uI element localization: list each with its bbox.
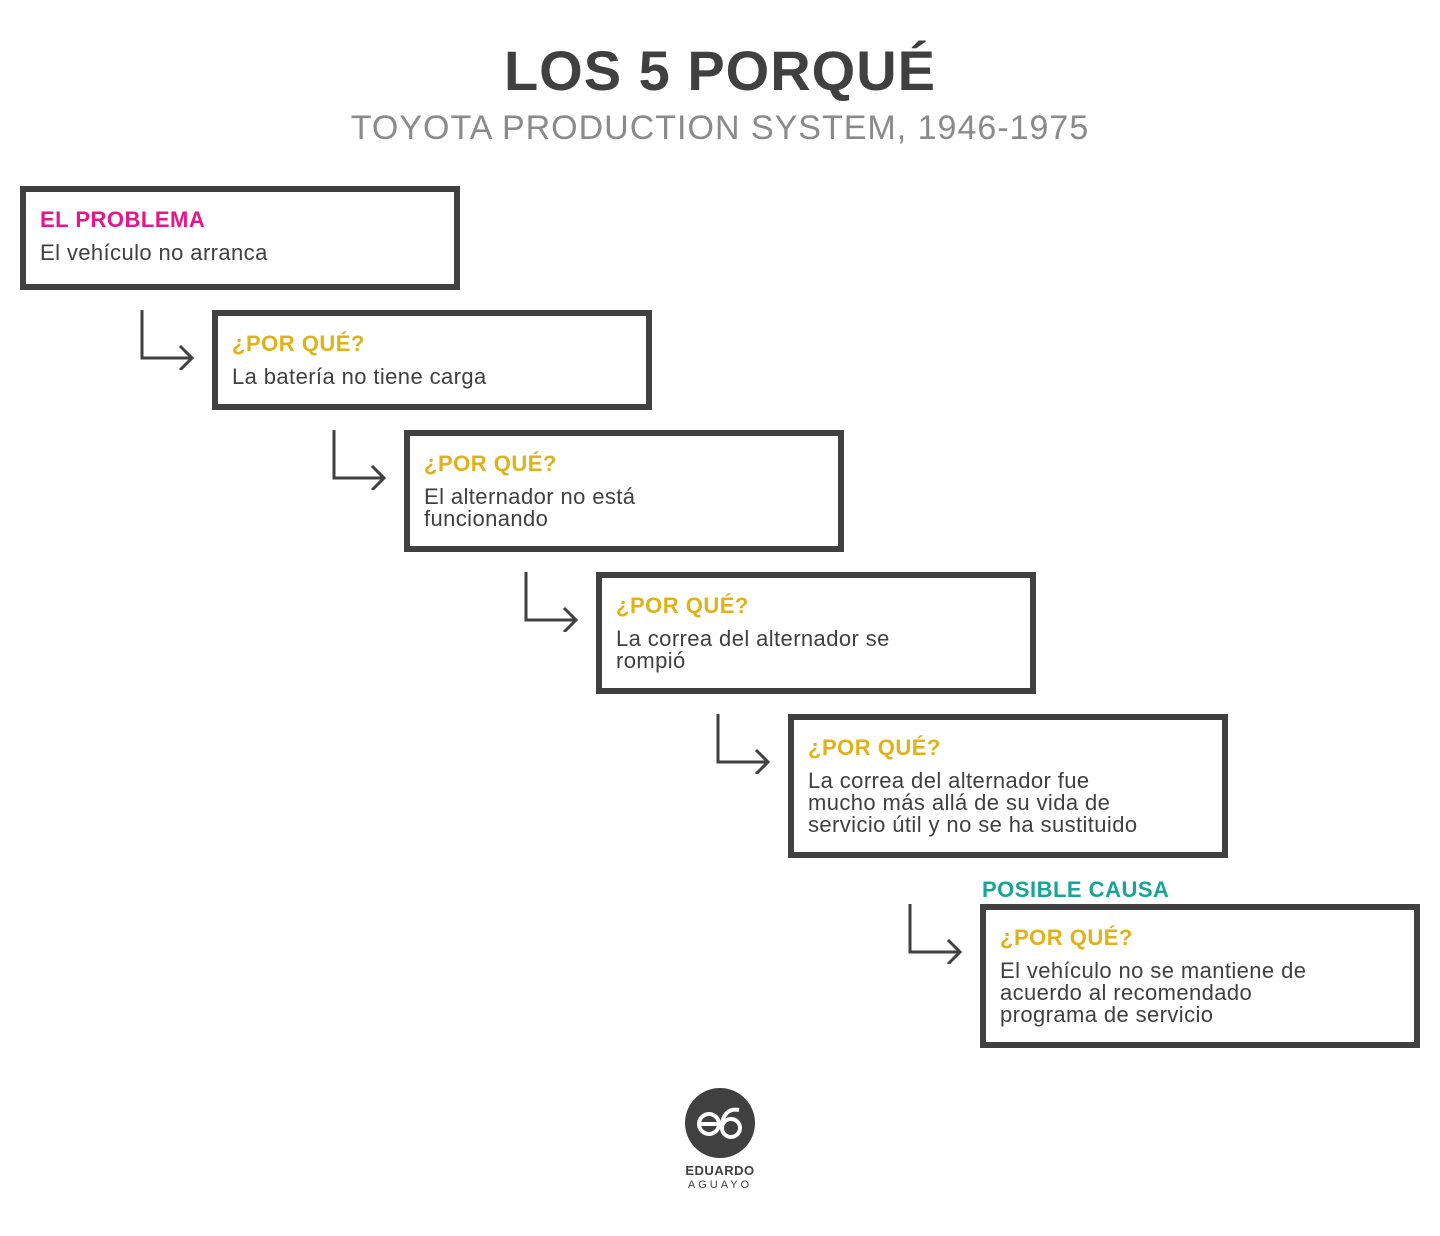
possible-cause-label: POSIBLE CAUSA [982,877,1170,902]
arrow-icon [330,430,390,490]
logo-icon [685,1088,755,1158]
problem-label: EL PROBLEMA [40,207,206,232]
why-label: ¿POR QUÉ? [808,735,941,760]
arrow-icon [522,572,582,632]
arrow-icon [138,310,198,370]
why-box-3 [596,572,1036,694]
why-text: La batería no tiene carga [232,364,487,389]
why-label: ¿POR QUÉ? [616,593,749,618]
logo-name: EDUARDO [685,1163,755,1178]
logo-surname: AGUAYO [687,1179,753,1191]
why-text: La correa del alternador fue mucho más allá de su vida de servicio útil y no se ha sustituido [808,768,1138,837]
arrow-icon [714,714,774,774]
why-label: ¿POR QUÉ? [1000,925,1133,950]
why-text: El vehículo no se mantiene de acuerdo al recomendado programa de servicio [1000,958,1307,1027]
why-label: ¿POR QUÉ? [424,451,557,476]
why-box-4 [788,714,1228,858]
why-label: ¿POR QUÉ? [232,331,365,356]
why-text: La correa del alternador se rompió [616,626,890,673]
why-text: El alternador no está funcionando [424,484,636,531]
problem-text: El vehículo no arranca [40,240,268,265]
why-box-1 [212,310,652,410]
arrow-icon [906,904,966,964]
problem-box [20,186,460,290]
why-box-5 [980,904,1420,1048]
diagram-subtitle: TOYOTA PRODUCTION SYSTEM, 1946-1975 [350,109,1090,147]
why-box-2 [404,430,844,552]
diagram-title: LOS 5 PORQUÉ [503,39,937,102]
